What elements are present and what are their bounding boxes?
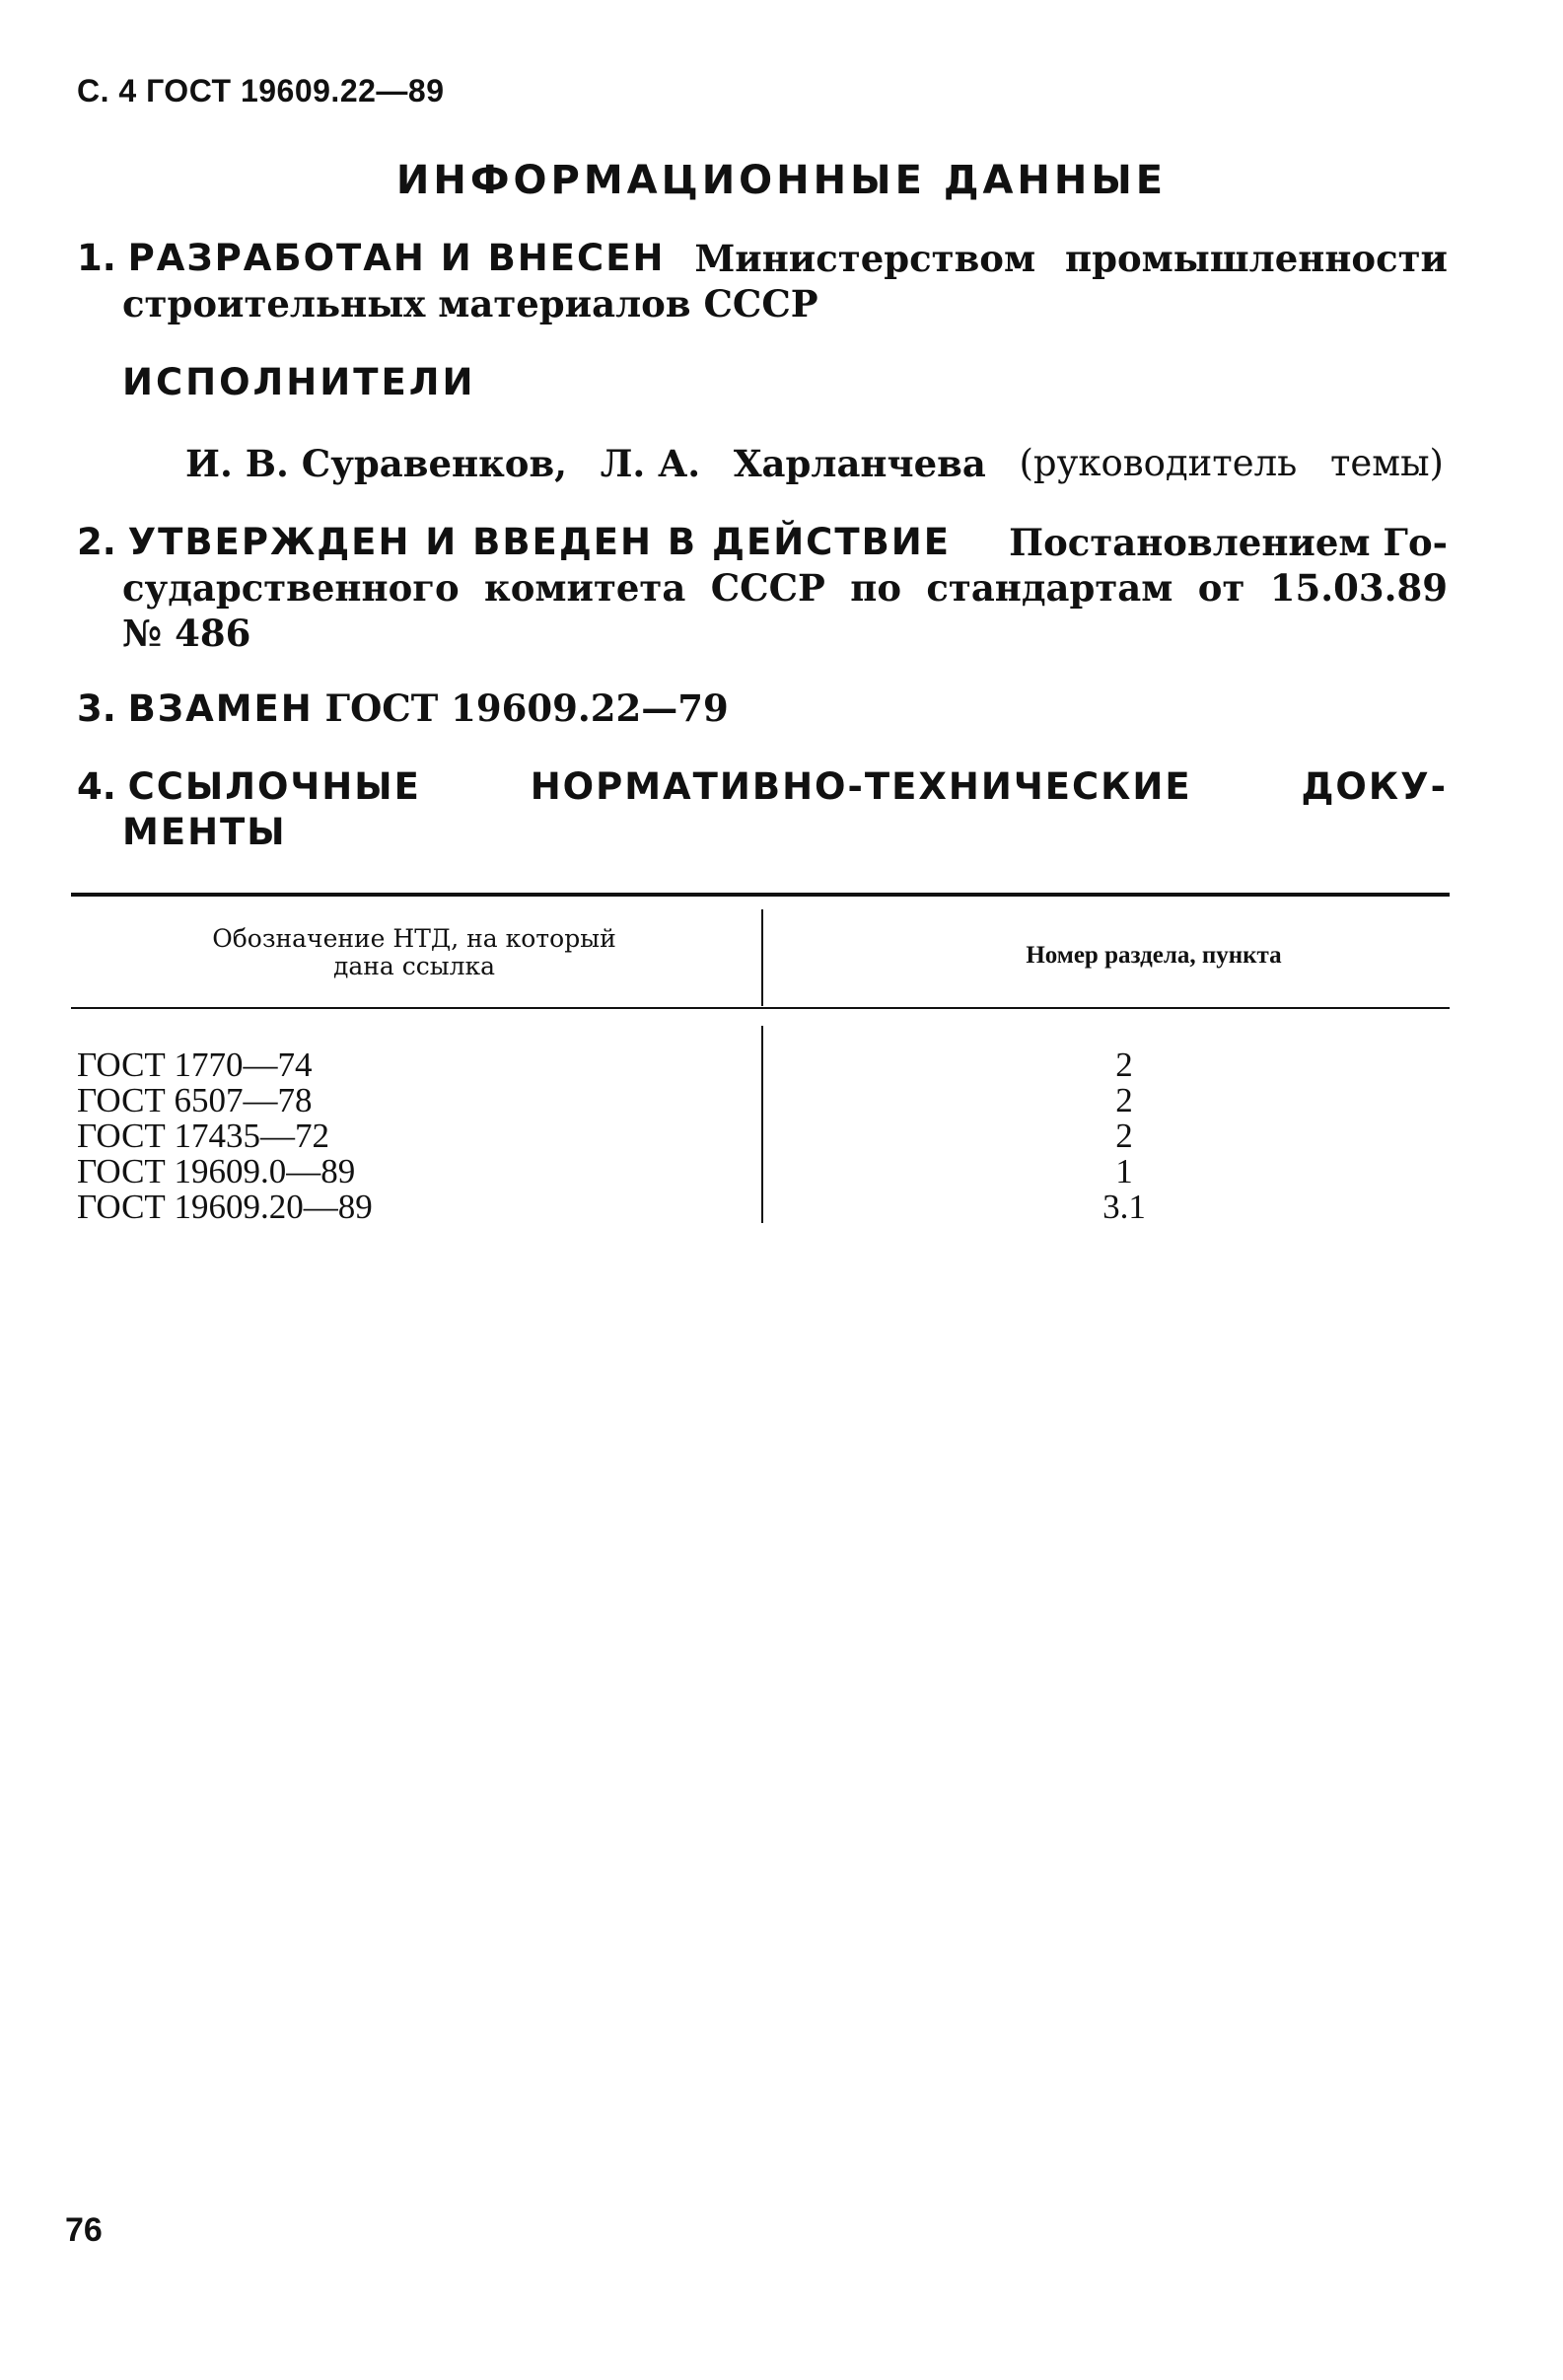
- table-cell-section: 2: [1115, 1046, 1133, 1084]
- item-2-number: 2.: [77, 521, 116, 563]
- table-cell-doc: ГОСТ 17435—72: [77, 1117, 330, 1155]
- table-row: [77, 1047, 373, 1083]
- table-header-rule: [71, 1007, 1450, 1009]
- table-row: [77, 1118, 373, 1154]
- item-3-number: 3.: [77, 687, 116, 730]
- item-3-text: ГОСТ 19609.22—79: [324, 686, 729, 730]
- document-title: ИНФОРМАЦИОННЫЕ ДАННЫЕ: [395, 158, 1168, 203]
- performer-1: И. В. Суравенков,: [185, 442, 568, 485]
- table-header-col-1: [138, 925, 690, 980]
- table-body-sections: [1065, 1047, 1183, 1225]
- table-row: [77, 1190, 373, 1225]
- performer-role-a: (руководитель: [1019, 442, 1298, 484]
- item-2-date: 15.03.89: [1269, 566, 1448, 610]
- item-2-line-3: № 486: [122, 612, 251, 655]
- table-cell-doc: ГОСТ 19609.20—89: [77, 1188, 373, 1226]
- performer-2-initials: Л. А.: [600, 442, 701, 485]
- item-2-label: УТВЕРЖДЕН И ВВЕДЕН В ДЕЙСТВИЕ: [127, 521, 952, 563]
- item-1-line-2: строительных материалов СССР: [122, 282, 818, 325]
- item-4-word-3: ДОКУ-: [1301, 765, 1448, 808]
- table-row: [77, 1154, 373, 1190]
- item-4-word-2: НОРМАТИВНО-ТЕХНИЧЕСКИЕ: [530, 765, 1192, 808]
- item-4-line-1: [77, 765, 1448, 809]
- page-number: 76: [65, 2211, 103, 2249]
- item-2-line-1: [77, 521, 1448, 564]
- item-3-line: [77, 686, 729, 731]
- table-body-divider: [761, 1026, 763, 1223]
- item-2-word-5: стандартам: [926, 566, 1173, 610]
- table-cell-doc: ГОСТ 1770—74: [77, 1046, 313, 1084]
- col-1-header-line-2: дана ссылка: [332, 952, 496, 980]
- table-top-rule: [71, 893, 1450, 897]
- item-1-label: РАЗРАБОТАН И ВНЕСЕН: [127, 237, 666, 279]
- performer-2-surname: Харланчева: [733, 442, 986, 485]
- item-1-line-1: [77, 237, 1448, 280]
- table-cell-doc: ГОСТ 19609.0—89: [77, 1152, 356, 1190]
- item-4-line-2: МЕНТЫ: [122, 811, 287, 853]
- item-2-word-3: СССР: [710, 566, 825, 610]
- page-header: С. 4 ГОСТ 19609.22—89: [77, 73, 445, 108]
- item-2-word-2: комитета: [483, 566, 686, 610]
- col-1-header-line-1: Обозначение НТД, на который: [212, 924, 616, 953]
- item-3-label: ВЗАМЕН: [127, 687, 314, 730]
- item-1-text-a: Министерством: [694, 237, 1036, 280]
- item-2-word-4: по: [850, 566, 901, 610]
- performers-heading: ИСПОЛНИТЕЛИ: [122, 361, 476, 403]
- table-cell-doc: ГОСТ 6507—78: [77, 1081, 313, 1119]
- item-1-number: 1.: [77, 237, 116, 279]
- table-body: [77, 1047, 373, 1225]
- item-2-line-2: [122, 566, 1448, 610]
- item-4-word-1: ССЫЛОЧНЫЕ: [127, 765, 421, 808]
- table-cell-section: 3.1: [1102, 1188, 1146, 1226]
- item-4-number: 4.: [77, 765, 116, 808]
- table-cell-section: 2: [1115, 1117, 1133, 1155]
- table-header-col-2: Номер раздела, пункта: [1026, 942, 1282, 969]
- item-2-text: Постановлением Го-: [1009, 521, 1448, 564]
- performer-role-b: темы): [1329, 442, 1444, 484]
- table-header-divider: [761, 909, 763, 1006]
- table-row: [77, 1083, 373, 1118]
- item-2-word-6: от: [1197, 566, 1245, 610]
- table-cell-section: 1: [1115, 1152, 1133, 1190]
- table-cell-section: 2: [1115, 1081, 1133, 1119]
- item-1-text-b: промышленности: [1065, 237, 1448, 280]
- item-2-word-1: сударственного: [122, 566, 460, 610]
- performers-names: [185, 442, 1444, 485]
